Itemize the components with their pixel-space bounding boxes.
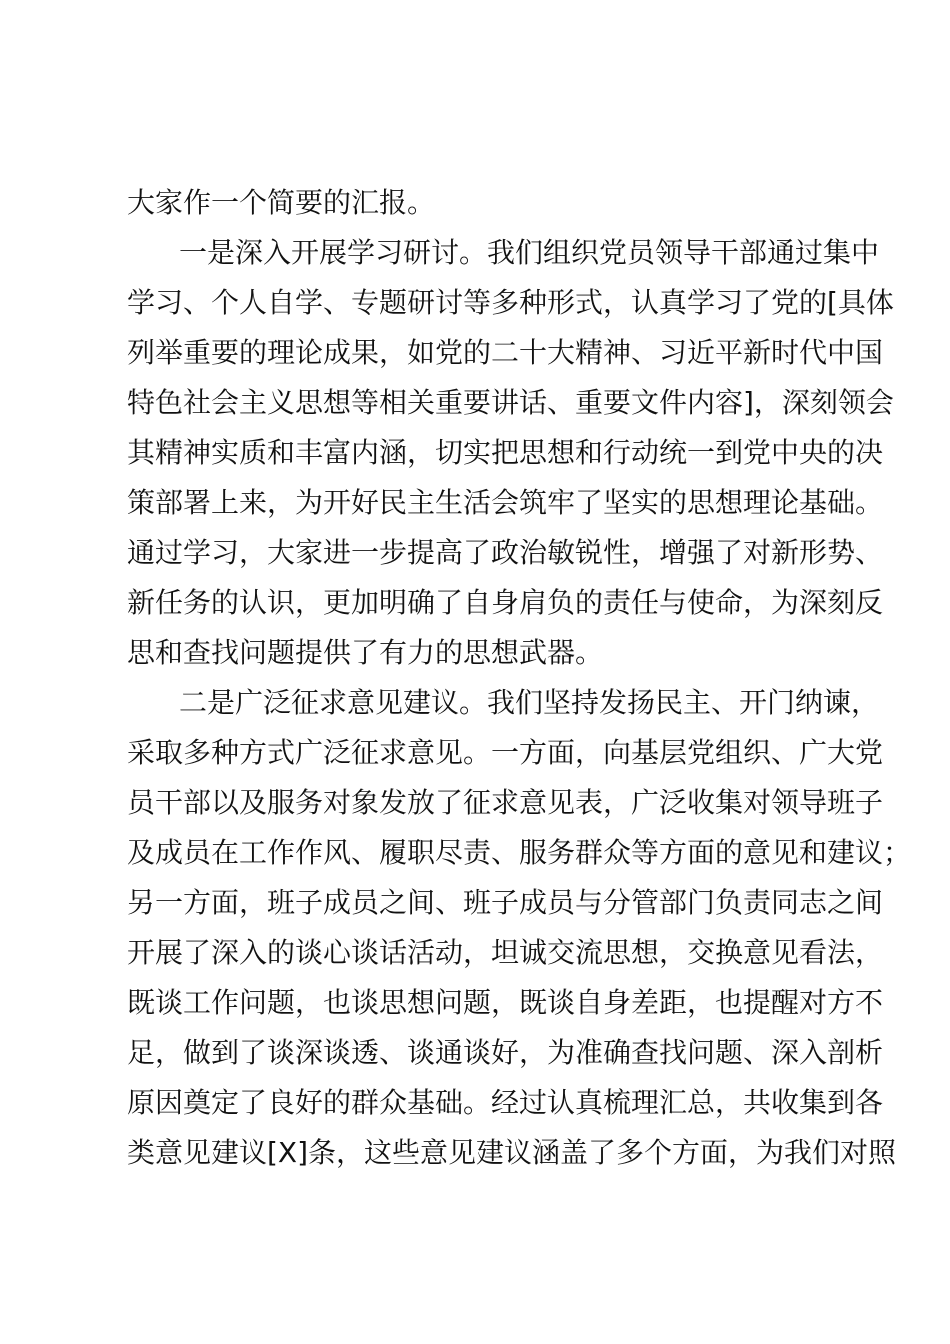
- paragraph-first-line: 二是广泛征求意见建议。我们坚持发扬民主、开门纳谏，: [179, 686, 880, 719]
- text-line: 既谈工作问题，也谈思想问题，既谈自身差距，也提醒对方不: [127, 986, 884, 1019]
- document-body: [127, 178, 912, 1178]
- text-line: 原因奠定了良好的群众基础。经过认真梳理汇总，共收集到各: [127, 1086, 884, 1119]
- paragraph-first-line: 一是深入开展学习研讨。我们组织党员领导干部通过集中: [179, 236, 880, 269]
- text-line: 另一方面，班子成员之间、班子成员与分管部门负责同志之间: [127, 886, 884, 919]
- text-line: 新任务的认识，更加明确了自身肩负的责任与使命，为深刻反: [127, 586, 884, 619]
- text-line: 采取多种方式广泛征求意见。一方面，向基层党组织、广大党: [127, 736, 884, 769]
- text-line: 通过学习，大家进一步提高了政治敏锐性，增强了对新形势、: [127, 536, 884, 569]
- text-line: 开展了深入的谈心谈话活动，坦诚交流思想，交换意见看法，: [127, 936, 884, 969]
- text-line: 特色社会主义思想等相关重要讲话、重要文件内容]，深刻领会: [127, 386, 894, 419]
- text-line: 策部署上来，为开好民主生活会筑牢了坚实的思想理论基础。: [127, 486, 884, 519]
- text-line: 类意见建议[X]条，这些意见建议涵盖了多个方面，为我们对照: [127, 1136, 897, 1169]
- text-line: 学习、个人自学、专题研讨等多种形式，认真学习了党的[具体: [127, 286, 894, 319]
- text-line: 思和查找问题提供了有力的思想武器。: [127, 636, 604, 669]
- text-line: 足，做到了谈深谈透、谈通谈好，为准确查找问题、深入剖析: [127, 1036, 884, 1069]
- text-line: 员干部以及服务对象发放了征求意见表，广泛收集对领导班子: [127, 786, 884, 819]
- text-line: 大家作一个简要的汇报。: [127, 186, 436, 219]
- text-line: 其精神实质和丰富内涵，切实把思想和行动统一到党中央的决: [127, 436, 884, 469]
- text-line: 及成员在工作作风、履职尽责、服务群众等方面的意见和建议；: [127, 836, 912, 869]
- text-line: 列举重要的理论成果，如党的二十大精神、习近平新时代中国: [127, 336, 884, 369]
